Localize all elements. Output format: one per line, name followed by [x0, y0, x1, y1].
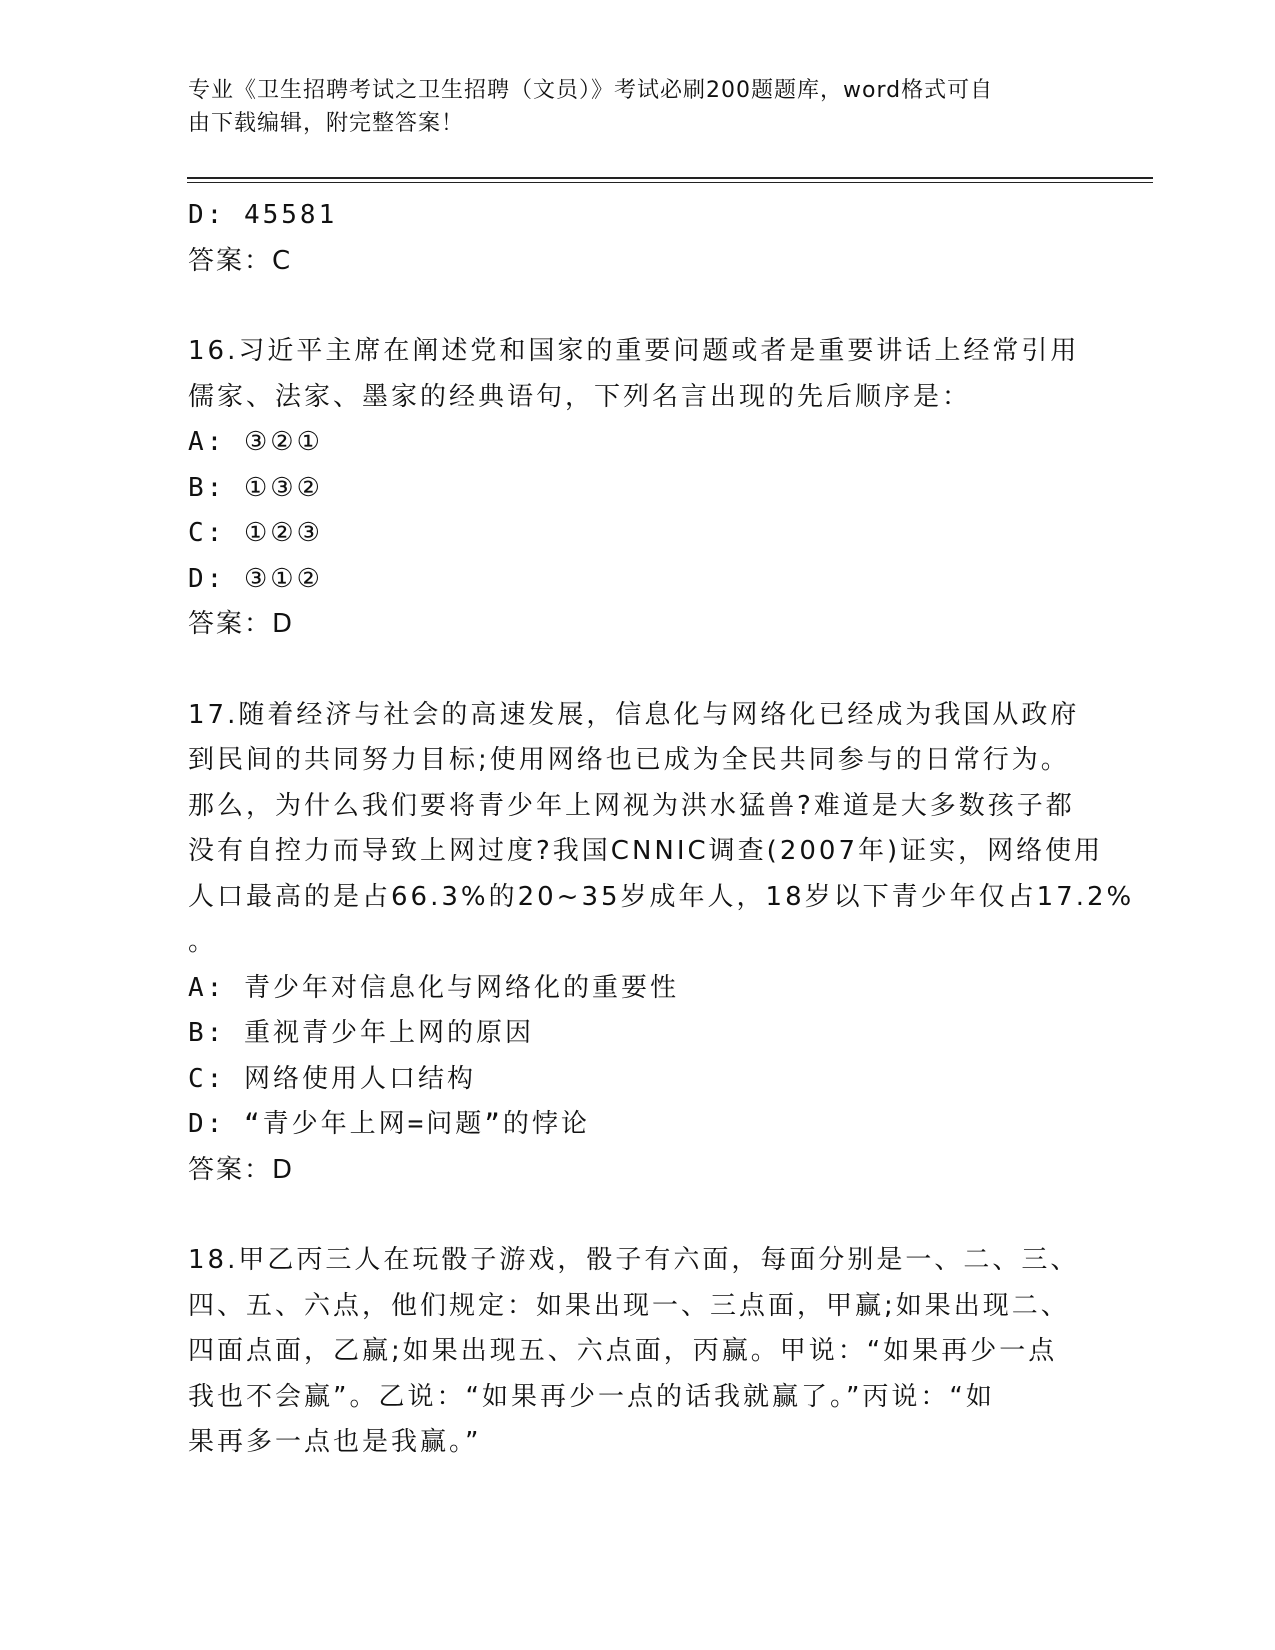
- prev-question-answer: 答案：C: [188, 245, 293, 276]
- document-body: [188, 193, 1135, 1466]
- spacer: [188, 1193, 1088, 1238]
- question-16-text-line-2: 儒家、法家、墨家的经典语句，下列名言出现的先后顺序是：: [188, 381, 972, 412]
- header-divider-thick: [187, 177, 1153, 179]
- question-17: [188, 693, 1135, 1194]
- header-divider-thin: [187, 182, 1153, 183]
- question-18-text-line-4: 我也不会赢”。乙说：“如果再少一点的话我就赢了。”丙说：“如: [188, 1381, 995, 1412]
- document-header: [188, 74, 1068, 140]
- question-17-text-line-4: 没有自控力而导致上网过度?我国CNNIC调查(2007年)证实，网络使用: [188, 836, 1104, 866]
- question-17-text-line-1: 17.随着经济与社会的高速发展，信息化与网络化已经成为我国从政府: [188, 699, 1080, 730]
- question-17-option-b: B: 重视青少年上网的原因: [188, 1018, 534, 1048]
- question-17-option-a: A: 青少年对信息化与网络化的重要性: [188, 972, 679, 1003]
- prev-question-option-d: D: 45581: [188, 200, 338, 230]
- question-16: [188, 329, 1088, 648]
- question-17-option-d: D: “青少年上网=问题”的悖论: [188, 1109, 590, 1139]
- question-17-option-c: C: 网络使用人口结构: [188, 1063, 476, 1094]
- question-16-text-line-1: 16.习近平主席在阐述党和国家的重要问题或者是重要讲话上经常引用: [188, 336, 1080, 366]
- question-17-text-line-2: 到民间的共同努力目标;使用网络也已成为全民共同参与的日常行为。: [188, 745, 1070, 775]
- question-17-text-line-6: 。: [188, 927, 218, 957]
- header-title-line-1: 专业《卫生招聘考试之卫生招聘（文员）》考试必刷200题题库，word格式可自: [188, 78, 994, 103]
- question-16-answer: 答案：D: [188, 609, 295, 639]
- spacer: [188, 284, 1088, 329]
- question-17-text-line-3: 那么，为什么我们要将青少年上网视为洪水猛兽?难道是大多数孩子都: [188, 790, 1075, 821]
- header-title-line-2: 由下载编辑，附完整答案！: [188, 111, 465, 136]
- question-18-text-line-5: 果再多一点也是我赢。”: [188, 1427, 482, 1457]
- question-18-text-line-3: 四面点面，乙赢;如果出现五、六点面，丙赢。甲说：“如果再少一点: [188, 1336, 1058, 1366]
- spacer: [188, 648, 1088, 693]
- question-17-answer: 答案：D: [188, 1154, 295, 1185]
- question-16-option-b: B: ①③②: [188, 472, 323, 503]
- question-18-text-line-2: 四、五、六点，他们规定：如果出现一、三点面，甲赢;如果出现二、: [188, 1290, 1070, 1321]
- question-16-option-c: C: ①②③: [188, 518, 323, 548]
- question-16-option-a: A: ③②①: [188, 427, 323, 457]
- question-18-text-line-1: 18.甲乙丙三人在玩骰子游戏，骰子有六面，每面分别是一、二、三、: [188, 1245, 1080, 1275]
- question-17-text-line-5: 人口最高的是占66.3%的20~35岁成年人，18岁以下青少年仅占17.2%: [188, 881, 1135, 912]
- question-16-option-d: D: ③①②: [188, 563, 323, 594]
- question-18: [188, 1238, 1088, 1466]
